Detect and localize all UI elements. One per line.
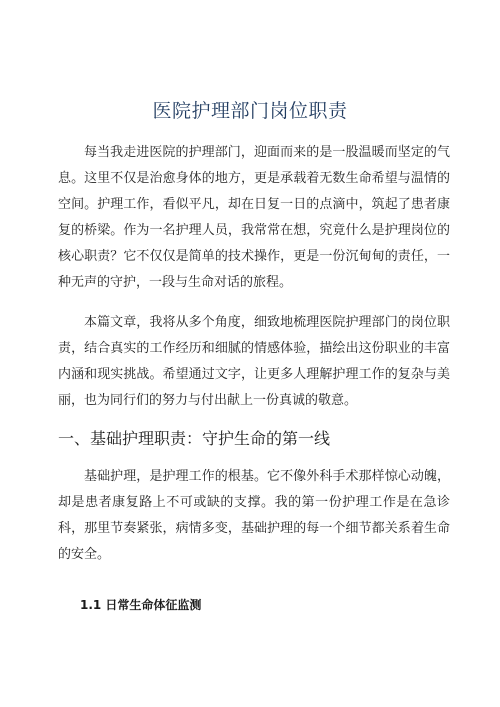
purpose-paragraph: 本篇文章，我将从多个角度，细致地梳理医院护理部门的岗位职责，结合真实的工作经历和细腻的情感体验，描绘出这份职业的丰富内涵和现实挑战。希望通过文字，让更多人理解护理工作的复杂与美丽，也为同行们的努力与付出献上一份真诚的敬意。 (58, 315, 450, 408)
intro-paragraph: 每当我走进医院的护理部门，迎面而来的是一股温暖而坚定的气息。这里不仅是治愈身体的地方，更是承载着无数生命希望与温情的空间。护理工作，看似平凡，却在日复一日的点滴中，筑起了患者康复的桥梁。作为一名护理人员，我常常在想，究竟什么是护理岗位的核心职责？它不仅仅是简单的技术操作，更是一份沉甸甸的责任，一种无声的守护，一段与生命对话的旅程。 (58, 145, 450, 290)
section-heading-basic-care: 一、基础护理职责：守护生命的第一线 (58, 429, 331, 448)
subsection-heading-vital-signs: 1.1 日常生命体征监测 (80, 598, 202, 612)
basic-care-paragraph: 基础护理，是护理工作的根基。它不像外科手术那样惊心动魄，却是患者康复路上不可或缺的支撑。我的第一份护理工作是在急诊科，那里节奏紧张，病情多变，基础护理的每一个细节都关系着生命的安全。 (58, 469, 450, 562)
document-title: 医院护理部门岗位职责 (152, 100, 348, 122)
